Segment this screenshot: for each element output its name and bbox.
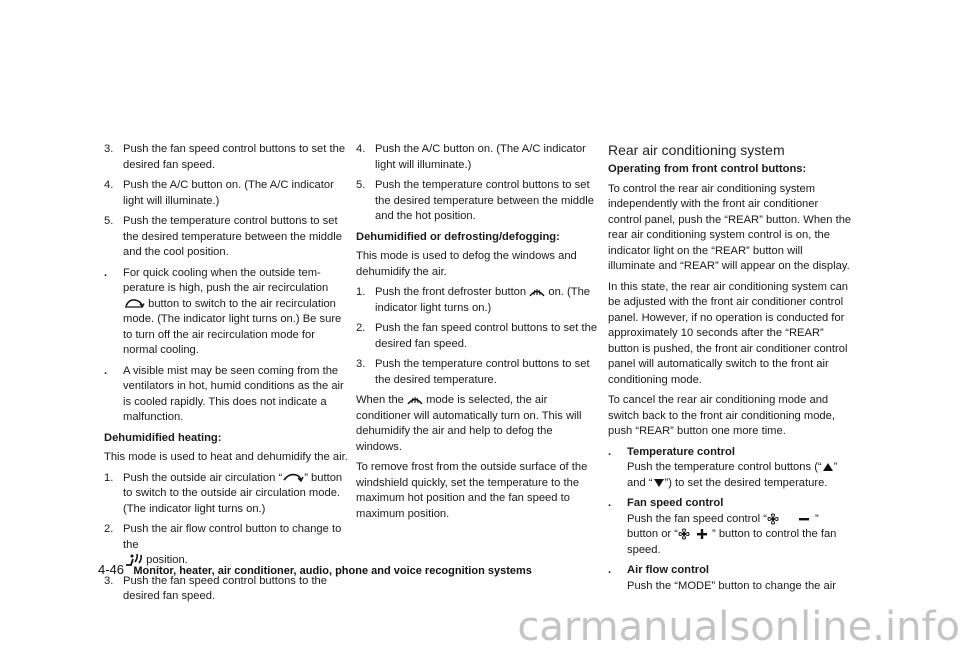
step-air-flow: 2. Push the air flow control button to change to the position. bbox=[104, 523, 342, 566]
step-temperature-hot: 5. Push the temperature control buttons to set the desired temperature between the middle and the hot position. bbox=[356, 179, 594, 222]
step-front-defroster: 1. Push the front defroster button on. (The indicator light turns on.) bbox=[356, 286, 591, 314]
fan-minus-icon bbox=[767, 513, 815, 525]
bullet-quick-cooling-text-a: For quick cooling when the outside tem-perature is high, push the air recirculation bbox=[123, 266, 329, 294]
step-outside-air: 1. Push the outside air circulation “ ” button to switch to the outside air circulation mode. (The indicator light turns on.) bbox=[104, 471, 343, 515]
section-title-rear-ac: Rear air conditioning system bbox=[608, 142, 785, 158]
bullet-air-flow-control: . Air flow control Push the “MODE” button to change the air bbox=[608, 564, 836, 592]
bullet-quick-cooling: . For quick cooling when the outside tem-perature is high, push the air recirculation button to switch to the air recirculation mode. (The indicator light turns on.) Be sure to turn off the air recirculation mode for normal cooling. bbox=[104, 266, 342, 356]
step-fan-speed: 3. Push the fan speed control buttons to set the desired fan speed. bbox=[104, 143, 346, 171]
front-defroster-icon bbox=[529, 286, 545, 298]
step-ac-on-2: 4. Push the A/C button on. (The A/C indicator light will illuminate.) bbox=[356, 143, 586, 171]
heading-dehumidified-heating: Dehumidified heating: bbox=[104, 431, 222, 444]
rear-ac-para-1: To control the rear air conditioning system independently with the front air conditioner control panel, push the “REAR” button. When the rear air conditioning system control is on, the indicator light on the “REAR” button will illuminate and “REAR” will appear on the display. bbox=[608, 182, 852, 272]
column-middle bbox=[356, 142, 601, 527]
bullet-temperature-control: . Temperature control Push the temperature control buttons (“ ” and “ ”) to set the desired temperature. bbox=[608, 445, 838, 489]
fan-plus-icon bbox=[678, 528, 712, 540]
heading-front-control: Operating from front control buttons: bbox=[608, 163, 807, 175]
step-fan-speed-2: 2. Push the fan speed control buttons to set the desired fan speed. bbox=[356, 322, 598, 350]
column-left bbox=[104, 142, 349, 610]
bullet-visible-mist: . A visible mist may be seen coming from the ventilators in hot, humid conditions as the air is cooled rapidly. This does not indicate a malfunction. bbox=[104, 364, 344, 423]
recirculation-icon bbox=[123, 298, 145, 309]
defrosting-intro: This mode is used to defog the windows and dehumidify the air. bbox=[356, 250, 577, 278]
watermark: carmanualsonline.info bbox=[517, 604, 960, 650]
page-footer bbox=[98, 562, 532, 577]
down-triangle-icon bbox=[653, 478, 665, 488]
defroster-mode-paragraph: When the mode is selected, the air conditioner will automatically turn on. This will dehumidify the air and help to defog the windows. bbox=[356, 394, 582, 453]
up-triangle-icon bbox=[822, 462, 834, 472]
remove-frost-paragraph: To remove frost from the outside surface of the windshield quickly, set the temperature to the maximum hot position and the fan speed to maximum position. bbox=[356, 461, 588, 520]
step-fan-speed-desired: 3. Push the fan speed control buttons to the desired fan speed. bbox=[104, 574, 328, 602]
page-number: 4-46 bbox=[98, 562, 125, 577]
heading-defrosting: Dehumidified or defrosting/defogging: bbox=[356, 230, 560, 243]
bullet-fan-speed-control: . Fan speed control Push the fan speed control “ ” button or “ ” button to control the fan speed. bbox=[608, 497, 837, 556]
rear-ac-para-2: In this state, the rear air conditioning system can be adjusted with the front air conditioner control panel. However, if no operation is conducted for approximately 10 seconds after the “REAR” button is pushed, the front air conditioner control panel will automatically switch to the front air conditioning mode. bbox=[608, 280, 849, 386]
step-temperature-2: 3. Push the temperature control buttons to set the desired temperature. bbox=[356, 358, 590, 386]
bullet-quick-cooling-text-b: button to switch to the air recirculation mode. (The indicator light turns on.) Be sure to turn off the air recirculation mode for normal cooling. bbox=[123, 297, 342, 356]
step-temperature-cool: 5. Push the temperature control buttons to set the desired temperature between the middle and the cool position. bbox=[104, 215, 342, 258]
column-right bbox=[608, 142, 852, 599]
dehumidified-heating-intro: This mode is used to heat and dehumidify the air. bbox=[104, 451, 348, 463]
rear-ac-para-3: To cancel the rear air conditioning mode and switch back to the front air conditioning mode, push “REAR” button one more time. bbox=[608, 394, 835, 437]
chapter-title: Monitor, heater, air conditioner, audio, phone and voice recognition systems bbox=[133, 565, 532, 577]
front-defroster-icon bbox=[407, 394, 423, 406]
step-ac-on: 4. Push the A/C button on. (The A/C indicator light will illuminate.) bbox=[104, 179, 334, 207]
outside-air-icon bbox=[282, 472, 304, 483]
